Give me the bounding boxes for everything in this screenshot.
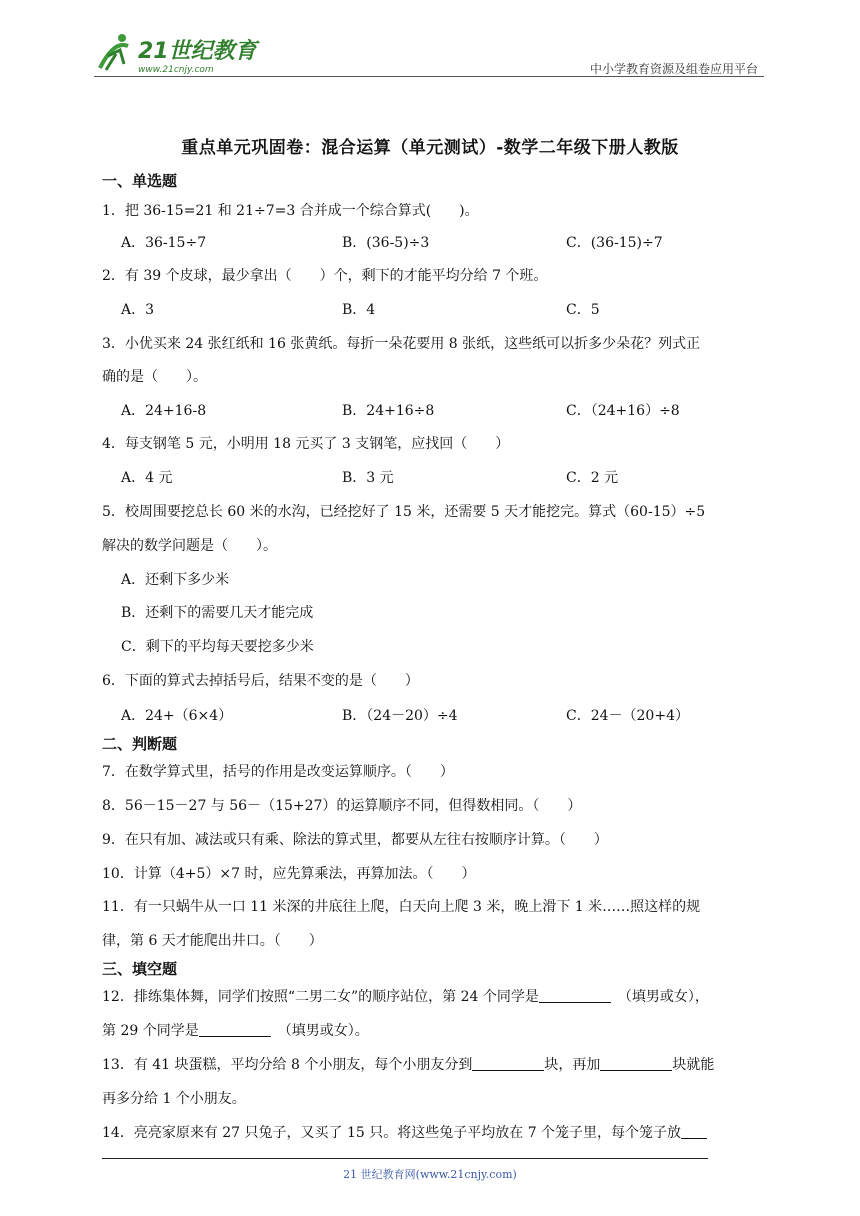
question-text: 12．排练集体舞，同学们按照“二男二女”的顺序站位，第 24 个同学是 [102, 989, 539, 1005]
question-13-line2: 再多分给 1 个小朋友。 [102, 1091, 246, 1107]
option-c: C．24－（20+4） [566, 708, 689, 724]
option-c: C．剩下的平均每天要挖多少米 [121, 639, 314, 655]
question-12-line2 [102, 1020, 369, 1040]
question-text: 13．有 41 块蛋糕，平均分给 8 个小朋友，每个小朋友分到 [102, 1057, 473, 1073]
option-b: B．24+16÷8 [342, 403, 435, 419]
section-heading: 二、判断题 [102, 735, 178, 753]
question-11-line1: 11．有一只蜗牛从一口 11 米深的井底往上爬，白天向上爬 3 米，晚上滑下 1 米……照这样的规 [102, 899, 701, 915]
svg-text:www.21cnjy.com: www.21cnjy.com [138, 65, 214, 75]
option-a: A．36-15÷7 [121, 235, 207, 251]
question-2: 2．有 39 个皮球，最少拿出（ ）个，剩下的才能平均分给 7 个班。 [102, 268, 548, 284]
option-b: B．还剩下的需要几天才能完成 [121, 605, 314, 621]
option-c: C．2 元 [566, 470, 619, 486]
option-b: B．4 [342, 302, 376, 318]
page-header [94, 30, 764, 82]
option-a: A．24+16-8 [121, 403, 207, 419]
option-b: B．（24－20）÷4 [342, 708, 458, 724]
answer-blank[interactable] [681, 1124, 707, 1139]
answer-blank[interactable] [472, 1056, 544, 1071]
platform-name: 中小学教育资源及组卷应用平台 [589, 62, 758, 76]
question-12-line1 [102, 986, 709, 1006]
footer-text: 21 世纪教育网(www.21cnjy.com) [343, 1168, 517, 1181]
option-c: C．5 [566, 302, 600, 318]
option-a: A．还剩下多少米 [121, 572, 230, 588]
question-3-line1: 3．小优买来 24 张红纸和 16 张黄纸。每折一朵花要用 8 张纸，这些纸可以折多少朵花？列式正 [102, 336, 701, 352]
site-logo [94, 30, 264, 78]
option-c: C．（24+16）÷8 [566, 403, 680, 419]
header-divider [94, 76, 764, 77]
svg-text:21世纪教育: 21世纪教育 [138, 39, 257, 64]
page-title: 重点单元巩固卷：混合运算（单元测试）-数学二年级下册人教版 [181, 138, 679, 158]
option-a: A．4 元 [121, 470, 173, 486]
question-text: 块就能 [672, 1057, 715, 1073]
question-13-line1 [102, 1054, 714, 1074]
question-text: 第 29 个同学是 [102, 1023, 199, 1039]
question-10: 10．计算（4+5）×7 时，应先算乘法，再算加法。（ ） [102, 866, 476, 882]
question-text: 14．亮亮家原来有 27 只兔子，又买了 15 只。将这些兔子平均放在 7 个笼子里，每个笼子放 [102, 1125, 682, 1141]
question-5-line2: 解决的数学问题是（ ）。 [102, 538, 277, 554]
question-text: （填男或女）。 [284, 1023, 369, 1039]
footer-divider [102, 1158, 708, 1159]
option-a: A．3 [121, 302, 155, 318]
section-heading: 一、单选题 [102, 172, 178, 190]
answer-blank[interactable] [539, 988, 611, 1003]
answer-blank[interactable] [199, 1022, 271, 1037]
question-14-line1 [102, 1122, 707, 1142]
question-7: 7．在数学算式里，括号的作用是改变运算顺序。（ ） [102, 764, 454, 780]
option-b: B．(36-5)÷3 [342, 235, 430, 251]
question-3-line2: 确的是（ ）。 [102, 369, 207, 385]
question-5-line1: 5．校周围要挖总长 60 米的水沟，已经挖好了 15 米，还需要 5 天才能挖完。算式（60-15）÷5 [102, 504, 706, 520]
question-9: 9．在只有加、减法或只有乘、除法的算式里，都要从左往右按顺序计算。（ ） [102, 832, 608, 848]
question-text: （填男或女）， [624, 989, 709, 1005]
option-a: A．24+（6×4） [121, 708, 233, 724]
answer-blank[interactable] [600, 1056, 672, 1071]
question-1: 1．把 36-15=21 和 21÷7=3 合并成一个综合算式( )。 [102, 203, 479, 219]
question-6: 6．下面的算式去掉括号后，结果不变的是（ ） [102, 673, 419, 689]
section-heading: 三、填空题 [102, 960, 178, 978]
question-text: 块，再加 [544, 1057, 601, 1073]
question-8: 8．56－15－27 与 56－（15+27）的运算顺序不同，但得数相同。（ ） [102, 798, 582, 814]
question-11-line2: 律，第 6 天才能爬出井口。（ ） [102, 933, 323, 949]
option-b: B．3 元 [342, 470, 394, 486]
question-4: 4．每支钢笔 5 元，小明用 18 元买了 3 支钢笔，应找回（ ） [102, 436, 510, 452]
option-c: C．(36-15)÷7 [566, 235, 663, 251]
